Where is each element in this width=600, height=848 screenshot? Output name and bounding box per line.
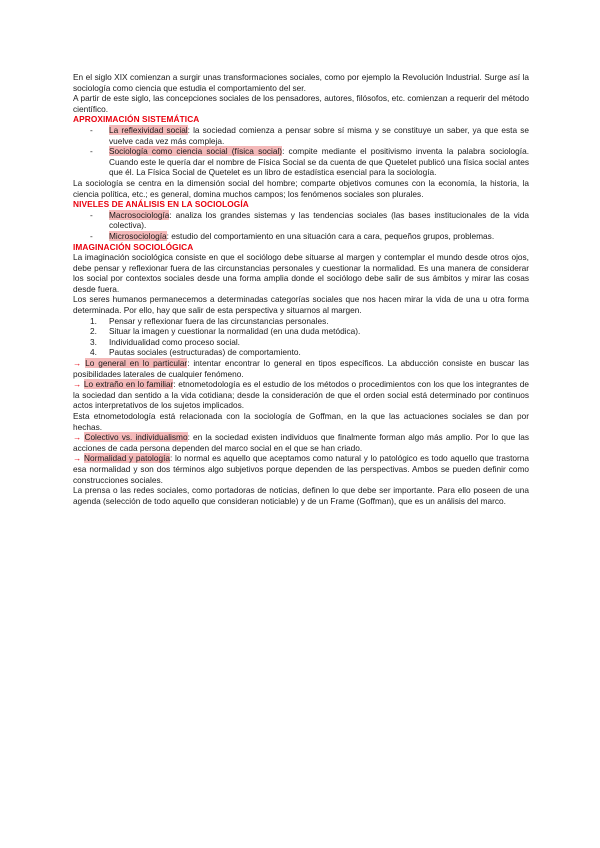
item-text: Individualidad como proceso social. (109, 336, 240, 347)
item-text: Pautas sociales (estructuradas) de comportamiento. (109, 347, 301, 358)
list-item (73, 125, 529, 146)
item-text: : intentar encontrar lo general en tipos específicos. La abducción consiste en buscar las posibilidades laterales de cualquier fenómeno. (73, 358, 530, 379)
item-text: Pensar y reflexionar fuera de las circunstancias personales. (109, 315, 329, 326)
item-number: 1. (90, 315, 97, 326)
list-item (73, 326, 529, 337)
list-aproximacion (73, 125, 529, 178)
sociologia-paragraph: La sociología se centra en la dimensión social del hombre; comparte objetivos comunes con la economía, la historia, la ciencia política, etc.; es general, domina muchos campos; los fenómenos sociales son plurales. (73, 177, 529, 199)
item-text: : compite mediante el positivismo inventa la palabra sociología. Cuando este le quería dar el nombre de Física Social se da cuenta de que Quetelet publicó una física social antes que él. La Física Social de Quetelet es un libro de estadística esencial para la sociología. (109, 146, 530, 178)
heading-imaginacion: IMAGINACIÓN SOCIOLÓGICA (73, 241, 194, 252)
heading-aproximacion: APROXIMACIÓN SISTEMÁTICA (73, 114, 200, 125)
heading-niveles: NIVELES DE ANÁLISIS EN LA SOCIOLOGÍA (73, 199, 249, 210)
item-text: : en la sociedad existen individuos que finalmente forman algo más amplio. Por lo que las acciones de cada persona dependen del marco social en el que se han criado. (73, 432, 529, 453)
item-text: : lo normal es aquello que aceptamos como natural y lo patológico es todo aquello que trastorna esa normalidad y son dos términos algo subjetivos porque dependen de las perspectivas. Ambos se pueden definir como construcciones sociales. (73, 453, 529, 485)
highlight-term: Colectivo vs. individualismo (84, 432, 188, 443)
document-page (73, 72, 529, 506)
list-item (73, 146, 529, 178)
item-text: : etnometodología es el estudio de los métodos o procedimientos con los que los integrantes de la sociedad dan sentido a la vida cotidiana; desde la consideración de que el orden social está determinado por continuos actos interpretativos de los sujetos implicados. (73, 379, 529, 411)
item-text: : estudio del comportamiento en una situación cara a cara, pequeños grupos, problemas. (166, 230, 495, 241)
imaginacion-paragraph-1: La imaginación sociológica consiste en que el sociólogo debe situarse al margen y contemplar el mundo desde otros ojos, debe pensar y reflexionar fuera de las circunstancias personales y cuestionar la normalidad. Es una manera de considerar los social por contextos sociales desde una forma amplia donde el sociólogo debe salir de sus ámbitos y mirar las cosas desde fuera. (73, 252, 529, 294)
list-item (73, 316, 529, 327)
goffman-paragraph: Esta etnometodología está relacionada con la sociología de Goffman, en la que las actuaciones sociales se dan por hechas. (73, 411, 529, 432)
intro-paragraph-2: A partir de este siglo, las concepciones sociales de los pensadores, autores, filósofos, etc. comienzan a requerir del método científico. (73, 93, 529, 114)
list-item (73, 231, 529, 242)
arrow-icon: → (73, 358, 82, 369)
list-niveles (73, 210, 529, 242)
numbered-list (73, 316, 529, 358)
arrow-paragraph-colectivo (73, 432, 529, 453)
highlight-term: Sociología como ciencia social (física social) (109, 146, 283, 157)
highlight-term: Microsociología (109, 230, 167, 241)
highlight-term: Lo general en lo particular (85, 358, 188, 369)
item-number: 3. (90, 336, 97, 347)
arrow-paragraph-general (73, 358, 529, 379)
highlight-term: La reflexividad social (109, 124, 188, 135)
highlight-term: Lo extraño en lo familiar (83, 379, 174, 390)
arrow-paragraph-extrano (73, 379, 529, 411)
highlight-term: Macrosociología (109, 209, 170, 220)
intro-paragraph-1: En el siglo XIX comienzan a surgir unas transformaciones sociales, como por ejemplo la Revolución Industrial. Surge así la sociología como ciencia que estudia el comportamiento del ser. (73, 72, 529, 93)
item-number: 4. (90, 347, 97, 358)
item-text: Situar la imagen y cuestionar la normalidad (en una duda metódica). (109, 326, 361, 337)
item-text: : analiza los grandes sistemas y las tendencias sociales (las bases institucionales de la vida colectiva). (109, 209, 529, 231)
highlight-term: Normalidad y patología (83, 453, 171, 464)
imaginacion-paragraph-2: Los seres humanos permanecemos a determinadas categorías sociales que nos hacen mirar la vida de una u otra forma determinada. Por ello, hay que salir de esta perspectiva y situarnos al margen. (73, 294, 529, 316)
item-number: 2. (90, 326, 97, 337)
arrow-icon: → (73, 453, 82, 464)
prensa-paragraph: La prensa o las redes sociales, como portadoras de noticias, definen lo que debe ser importante. Para ello poseen de una agenda (selección de todo aquello que consideran noticiable) y de un Frame (Goffman), que es un análisis del marco. (73, 485, 529, 506)
arrow-paragraph-normalidad (73, 453, 529, 485)
list-item (73, 337, 529, 348)
arrow-icon: → (73, 432, 82, 443)
list-item (73, 210, 529, 231)
item-text: : la sociedad comienza a pensar sobre sí misma y se constituye un saber, ya que esta se vuelve cada vez más compleja. (109, 124, 529, 146)
arrow-icon: → (73, 379, 82, 390)
list-item (73, 347, 529, 358)
